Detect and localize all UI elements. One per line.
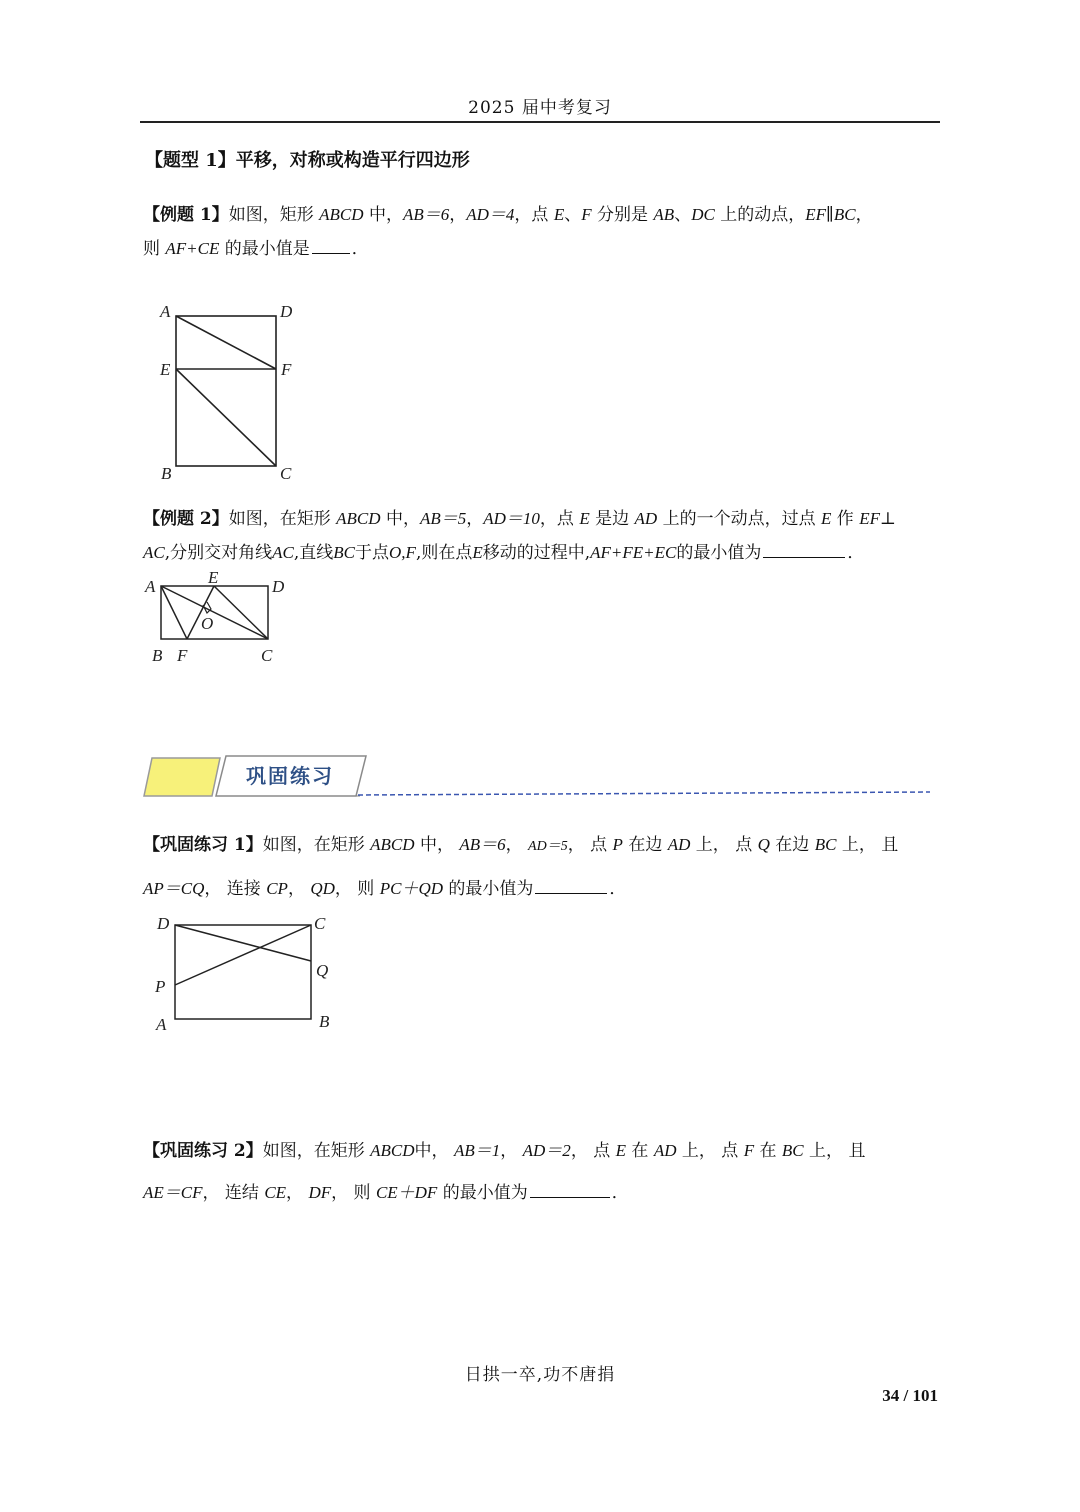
practice-1-figure xyxy=(150,905,340,1040)
math: AB＝1 xyxy=(453,1141,501,1160)
text: ． xyxy=(609,879,627,899)
example-1-label: 【例题 1】 xyxy=(143,205,229,225)
label-q: Q xyxy=(316,961,329,980)
math: AB＝6 xyxy=(402,205,450,224)
text: 在边 xyxy=(769,835,815,855)
text: ， 则 xyxy=(331,1183,376,1203)
label-b: B xyxy=(319,1012,330,1031)
math: O,F xyxy=(389,543,416,562)
math: AE＝CF xyxy=(143,1183,203,1202)
label-d: D xyxy=(157,914,170,933)
text: ， xyxy=(466,509,484,529)
text: ,则在点 xyxy=(415,543,473,563)
text: 、 xyxy=(674,205,692,225)
math: ABCD xyxy=(370,1141,415,1160)
answer-blank xyxy=(535,892,607,894)
text: 在 xyxy=(626,1141,654,1161)
text: ,直线 xyxy=(293,543,334,563)
text: 上， 点 xyxy=(676,1141,744,1161)
text: 中， xyxy=(414,835,460,855)
math: CE xyxy=(264,1183,287,1202)
text: 上的一个动点，过点 xyxy=(657,509,821,529)
text: ，点 xyxy=(539,509,580,529)
label-f: F xyxy=(281,360,292,379)
label-c: C xyxy=(314,914,326,933)
label-a: A xyxy=(160,302,171,321)
text: ， 点 xyxy=(570,1141,616,1161)
label-f: F xyxy=(177,646,188,665)
text: ， xyxy=(286,1183,309,1203)
footer-motto: 日拱一卒,功不唐捐 xyxy=(464,1365,616,1385)
math: DC xyxy=(691,205,715,224)
text: 上， 且 xyxy=(836,835,899,855)
text: ， xyxy=(449,205,467,225)
math: AC xyxy=(143,543,165,562)
math: PC＋QD xyxy=(379,879,443,898)
text: 上， 点 xyxy=(690,835,758,855)
text: 中， xyxy=(380,509,420,529)
text: 如图，在矩形 xyxy=(262,835,371,855)
label-b: B xyxy=(152,646,163,665)
math: E xyxy=(472,543,483,562)
text: 的最小值是 xyxy=(219,239,310,259)
practice-1-text xyxy=(143,824,943,910)
text: 移动的过程中, xyxy=(482,543,591,563)
math: F xyxy=(581,205,592,224)
text: 中， xyxy=(414,1141,454,1161)
label-b: B xyxy=(161,464,172,483)
math: E xyxy=(821,509,832,528)
math: QD xyxy=(310,879,335,898)
math: CP xyxy=(266,879,288,898)
rectangle-abcd xyxy=(175,925,311,1019)
math: AB＝5 xyxy=(419,509,467,528)
segment-af xyxy=(161,586,187,639)
banner-dashed-line xyxy=(358,792,930,795)
page-header-title: 2025 届中考复习 xyxy=(468,98,612,118)
math: AD xyxy=(653,1141,677,1160)
text: ． xyxy=(847,543,865,563)
text: 上的动点， xyxy=(714,205,806,225)
example-2-text xyxy=(143,502,943,570)
math: AF+CE xyxy=(165,239,220,258)
math: AD＝4 xyxy=(466,205,515,224)
answer-blank xyxy=(530,1196,610,1198)
math: ABCD xyxy=(370,835,415,854)
math: Q xyxy=(757,835,770,854)
math: ABCD xyxy=(319,205,364,224)
page-number: 34 / 101 xyxy=(882,1386,938,1405)
text: ， 连结 xyxy=(202,1183,265,1203)
math: DF xyxy=(308,1183,332,1202)
text: 的最小值为 xyxy=(443,879,534,899)
math: EF⊥ xyxy=(859,509,896,528)
math: E xyxy=(553,205,565,224)
text: 如图，在矩形 xyxy=(262,1141,371,1161)
text: 上， 且 xyxy=(803,1141,866,1161)
text: ， xyxy=(500,1141,523,1161)
math: ABCD xyxy=(336,509,381,528)
answer-blank xyxy=(312,252,350,254)
label-o: O xyxy=(201,614,214,633)
banner-label: 巩固练习 xyxy=(246,764,334,788)
text: 、 xyxy=(564,205,582,225)
math: AD xyxy=(634,509,658,528)
text: ，点 xyxy=(514,205,554,225)
practice-2-label: 【巩固练习 2】 xyxy=(143,1141,263,1161)
label-d: D xyxy=(280,302,293,321)
text: 于点 xyxy=(355,543,390,563)
answer-blank xyxy=(763,556,845,558)
segment-ec xyxy=(176,369,276,466)
banner-accent-block xyxy=(144,758,220,796)
math: BC xyxy=(781,1141,804,1160)
math: F xyxy=(743,1141,755,1160)
example-1-figure xyxy=(150,295,320,490)
text: ， 点 xyxy=(567,835,613,855)
label-e: E xyxy=(160,360,171,379)
math: AF+FE+EC xyxy=(590,543,677,562)
text: 如图，在矩形 xyxy=(228,509,337,529)
label-a: A xyxy=(156,1015,167,1034)
label-c: C xyxy=(261,646,273,665)
math: AB xyxy=(653,205,675,224)
math: AD＝10 xyxy=(483,509,540,528)
text: ． xyxy=(611,1183,629,1203)
practice-2-text xyxy=(143,1130,943,1214)
text: 作 xyxy=(831,509,860,529)
header-divider xyxy=(140,121,940,123)
example-2-figure xyxy=(140,570,300,670)
practice-1-label: 【巩固练习 1】 xyxy=(143,835,263,855)
rectangle-abcd xyxy=(176,316,276,466)
math: AD＝2 xyxy=(522,1141,571,1160)
math: AC xyxy=(272,543,294,562)
math: AD＝5 xyxy=(528,839,568,854)
math: E xyxy=(615,1141,627,1160)
label-p: P xyxy=(155,977,166,996)
math: BC xyxy=(814,835,837,854)
text: ， xyxy=(855,205,873,225)
example-2-label: 【例题 2】 xyxy=(143,509,229,529)
text: 如图，矩形 xyxy=(228,205,320,225)
label-d: D xyxy=(272,577,285,596)
text: 在边 xyxy=(622,835,668,855)
math: AD xyxy=(667,835,691,854)
text: ， xyxy=(505,835,529,855)
math: CE＋DF xyxy=(375,1183,438,1202)
example-1-text xyxy=(143,198,943,266)
math: AP＝CQ xyxy=(143,879,205,898)
text: 的最小值为 xyxy=(437,1183,528,1203)
text: 中， xyxy=(363,205,403,225)
diagonal-ac xyxy=(161,586,268,639)
text: ， 则 xyxy=(334,879,380,899)
math: EF∥BC xyxy=(805,205,856,224)
text: ， xyxy=(287,879,311,899)
segment-af xyxy=(176,316,276,369)
label-a: A xyxy=(145,577,156,596)
segment-ec xyxy=(214,586,268,639)
text: 是边 xyxy=(589,509,635,529)
text: 的最小值为 xyxy=(676,543,762,563)
practice-banner xyxy=(140,750,940,806)
text: ， 连接 xyxy=(204,879,267,899)
math: P xyxy=(612,835,623,854)
label-e: E xyxy=(208,570,219,587)
math: AB＝6 xyxy=(459,835,506,854)
math: E xyxy=(579,509,590,528)
text: 分别是 xyxy=(591,205,654,225)
math: BC xyxy=(333,543,356,562)
section-title: 【题型 1】平移，对称或构造平行四边形 xyxy=(145,150,470,171)
text: 则 xyxy=(143,239,166,259)
text: ,分别交对角线 xyxy=(164,543,273,563)
text: 在 xyxy=(754,1141,782,1161)
label-c: C xyxy=(280,464,292,483)
text: ． xyxy=(351,239,369,259)
